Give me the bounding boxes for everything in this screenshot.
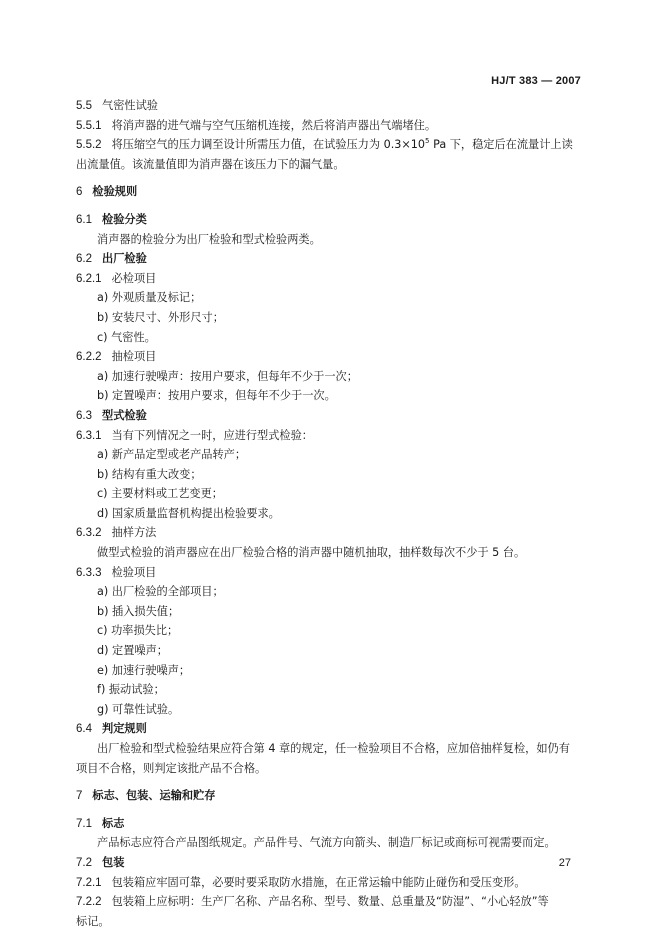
clause-number: 6.2.2 <box>76 351 102 364</box>
chapter-7-heading <box>76 786 588 806</box>
clause-number: 6.3.3 <box>76 566 102 579</box>
section-number: 6.1 <box>76 213 92 226</box>
document-body <box>76 96 588 931</box>
clause-7-2-1 <box>76 873 588 893</box>
section-number: 7.2 <box>76 856 92 869</box>
clause-5-5-2 <box>76 135 588 155</box>
clause-5-5-1 <box>76 116 588 136</box>
list-item: a) 外观质量及标记； <box>97 291 202 305</box>
clause-title: 抽检项目 <box>111 350 157 364</box>
section-title: 气密性试验 <box>102 99 158 112</box>
standard-code: HJ/T 383 — 2007 <box>491 75 581 87</box>
list-item: a) 出厂检验的全部项目； <box>97 585 224 599</box>
list-item: b) 安装尺寸、外形尺寸； <box>97 310 224 324</box>
list-item: a) 加速行驶噪声：按用户要求，但每年不少于一次； <box>97 369 358 383</box>
list-item: f) 振动试验； <box>97 683 165 697</box>
clause-number: 6.3.2 <box>76 527 102 540</box>
clause-title: 抽样方法 <box>111 526 157 540</box>
list-item: d) 定置噪声； <box>97 644 168 658</box>
clause-text: Pa 下，稳定后在流量计上读 <box>429 138 573 152</box>
section-6-4-continuation: 项目不合格，则判定该批产品不合格。 <box>76 761 267 775</box>
chapter-6-heading <box>76 182 588 202</box>
clause-text: 将消声器的进气端与空气压缩机连接，然后将消声器出气端堵住。 <box>111 118 437 132</box>
list-item: b) 结构有重大改变； <box>97 467 202 481</box>
chapter-number: 6 <box>76 186 83 199</box>
clause-text: 包装箱上应标明：生产厂名称、产品名称、型号、数量、总重量及“防湿”、“小心轻放”等 <box>111 895 549 909</box>
section-title: 判定规则 <box>102 722 147 736</box>
clause-6-3-1 <box>76 426 588 446</box>
list-item: b) 插入损失值； <box>97 604 180 618</box>
section-number: 6.2 <box>76 253 92 266</box>
section-number: 5.5 <box>76 100 92 112</box>
section-6-1-heading <box>76 210 588 230</box>
list-item: g) 可靠性试验。 <box>97 702 180 716</box>
clause-6-3-2-text: 做型式检验的消声器应在出厂检验合格的消声器中随机抽取，抽样数每次不少于 5 台。 <box>97 546 526 560</box>
list-item: d) 国家质量监督机构提出检验要求。 <box>97 506 280 520</box>
list-item: b) 定置噪声：按用户要求，但每年不少于一次。 <box>97 389 336 403</box>
section-title: 包装 <box>102 855 125 869</box>
exponent: 5 <box>425 137 430 146</box>
clause-5-5-2-continuation: 出流量值。该流量值即为消声器在该压力下的漏气量。 <box>76 157 345 171</box>
section-6-4-text: 出厂检验和型式检验结果应符合第 4 章的规定，任一检验项目不合格，应加倍抽样复检，如仍有 <box>97 742 570 755</box>
section-6-4-heading <box>76 719 588 739</box>
clause-number: 7.2.1 <box>76 876 102 889</box>
clause-7-2-2-continuation: 标记。 <box>76 914 110 928</box>
clause-number: 5.5.2 <box>76 139 102 152</box>
chapter-number: 7 <box>76 790 83 803</box>
section-title: 出厂检验 <box>102 252 147 266</box>
clause-6-2-2 <box>76 347 588 367</box>
section-number: 6.4 <box>76 723 92 736</box>
section-7-2-heading <box>76 853 588 873</box>
clause-title: 检验项目 <box>111 565 157 579</box>
clause-number: 5.5.1 <box>76 119 102 132</box>
clause-7-2-2 <box>76 892 588 912</box>
section-5-5-heading <box>76 96 588 116</box>
clause-number: 6.3.1 <box>76 429 102 442</box>
section-number: 6.3 <box>76 409 92 422</box>
section-title: 标志 <box>102 816 125 830</box>
section-title: 型式检验 <box>102 408 147 422</box>
section-7-1-heading <box>76 814 588 834</box>
list-item: a) 新产品定型或老产品转产； <box>97 448 247 462</box>
section-number: 7.1 <box>76 817 92 830</box>
clause-title: 必检项目 <box>111 271 157 285</box>
clause-text: 将压缩空气的压力调至设计所需压力值，在试验压力为 0.3×10 <box>111 138 426 152</box>
clause-text: 当有下列情况之一时，应进行型式检验： <box>111 428 313 442</box>
list-item: e) 加速行驶噪声； <box>97 663 191 677</box>
clause-number: 7.2.2 <box>76 896 102 909</box>
chapter-title: 检验规则 <box>92 185 138 199</box>
section-title: 检验分类 <box>102 212 147 226</box>
list-item: c) 主要材料或工艺变更； <box>97 487 223 501</box>
section-6-2-heading <box>76 249 588 269</box>
chapter-title: 标志、包装、运输和贮存 <box>92 789 216 803</box>
clause-6-3-3 <box>76 563 588 583</box>
section-6-1-text: 消声器的检验分为出厂检验和型式检验两类。 <box>97 232 321 246</box>
section-7-1-text: 产品标志应符合产品图纸规定。产品件号、气流方向箭头、制造厂标记或商标可视需要而定。 <box>97 836 556 850</box>
clause-6-2-1 <box>76 269 588 289</box>
clause-text: 包装箱应牢固可靠，必要时要采取防水措施，在正常运输中能防止碰伤和受压变形。 <box>111 875 526 889</box>
clause-6-3-2 <box>76 523 588 543</box>
list-item: c) 气密性。 <box>97 330 156 344</box>
clause-number: 6.2.1 <box>76 272 102 285</box>
list-item: c) 功率损失比； <box>97 624 179 638</box>
section-6-3-heading <box>76 406 588 426</box>
page-number: 27 <box>558 857 571 869</box>
